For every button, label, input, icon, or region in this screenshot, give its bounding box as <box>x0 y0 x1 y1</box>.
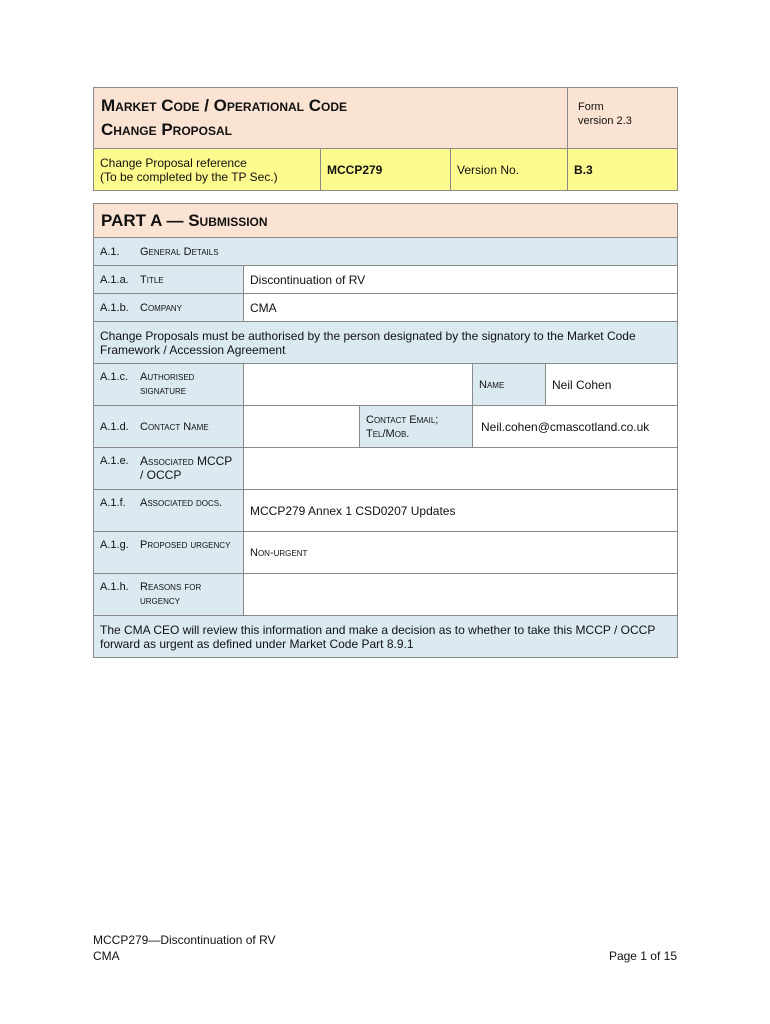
signature-row-label-text: Authorised signature <box>140 371 195 397</box>
signature-row-num: A.1.c. <box>100 371 129 383</box>
contact-name-field[interactable] <box>244 406 360 448</box>
version-value: B.3 <box>568 149 678 191</box>
name-field[interactable]: Neil Cohen <box>546 364 678 406</box>
footer-doc-info <box>93 932 276 964</box>
ref-label-line2: (To be completed by the TP Sec.) <box>100 169 278 184</box>
form-title-line2: Change Proposal <box>101 120 233 139</box>
title-row-num: A.1.a. <box>100 273 129 286</box>
part-a-title: PART A — Submission <box>94 204 678 238</box>
reasons-row-label <box>94 574 244 616</box>
contact-email-label: Contact Email; Tel/Mob. <box>360 406 473 448</box>
docs-row-num: A.1.f. <box>100 497 126 509</box>
footer-doc-line2: CMA <box>93 949 120 963</box>
footer-doc-line1: MCCP279—Discontinuation of RV <box>93 933 276 947</box>
urgency-row-num: A.1.g. <box>100 539 129 551</box>
docs-row-label-text: Associated docs. <box>140 497 223 509</box>
company-row-label <box>94 294 244 322</box>
ref-label-line1: Change Proposal reference <box>100 155 247 170</box>
associated-field[interactable] <box>244 448 678 490</box>
form-version-line2: version 2.3 <box>578 115 632 127</box>
title-row-label-text: Title <box>140 273 164 286</box>
associated-row-num: A.1.e. <box>100 455 129 467</box>
form-version-line1: Form <box>578 101 604 113</box>
authorised-note: Change Proposals must be authorised by the person designated by the signatory to the Market Code Framework / Accession Agreement <box>94 322 678 364</box>
associated-row-label-text: Associated MCCP / OCCP <box>140 454 233 482</box>
urgency-row-label <box>94 532 244 574</box>
name-label: Name <box>473 364 546 406</box>
footer-page-number: Page 1 of 15 <box>608 949 677 963</box>
version-label: Version No. <box>451 149 568 191</box>
signature-row-label <box>94 364 244 406</box>
urgency-field[interactable]: Non-urgent <box>244 532 678 574</box>
form-title-line1: Market Code / Operational Code <box>101 96 348 115</box>
title-field[interactable]: Discontinuation of RV <box>244 266 678 294</box>
company-field[interactable]: CMA <box>244 294 678 322</box>
reasons-row-num: A.1.h. <box>100 581 129 593</box>
general-details-num: A.1. <box>100 245 120 258</box>
company-row-label-text: Company <box>140 301 183 314</box>
ref-value: MCCP279 <box>321 149 451 191</box>
contact-row-label <box>94 406 244 448</box>
contact-row-label-text: Contact Name <box>140 420 209 433</box>
general-details-label: General Details <box>140 245 219 258</box>
form-header-table <box>93 87 678 191</box>
associated-row-label <box>94 448 244 490</box>
reasons-row-label-text: Reasons for urgency <box>140 581 202 607</box>
contact-row-num: A.1.d. <box>100 420 129 433</box>
general-details-heading <box>94 238 678 266</box>
company-row-num: A.1.b. <box>100 301 129 314</box>
contact-email-field[interactable]: Neil.cohen@cmascotland.co.uk <box>473 406 678 448</box>
docs-row-label <box>94 490 244 532</box>
part-a-table <box>93 203 678 658</box>
docs-field[interactable]: MCCP279 Annex 1 CSD0207 Updates <box>244 490 678 532</box>
urgency-row-label-text: Proposed urgency <box>140 539 231 551</box>
form-version <box>568 88 678 149</box>
form-title <box>94 88 568 149</box>
signature-field[interactable] <box>244 364 473 406</box>
ceo-note: The CMA CEO will review this information and make a decision as to whether to take this MCCP / OCCP forward as urgent as defined under Market Code Part 8.9.1 <box>94 616 678 658</box>
title-row-label <box>94 266 244 294</box>
ref-label <box>94 149 321 191</box>
reasons-field[interactable] <box>244 574 678 616</box>
